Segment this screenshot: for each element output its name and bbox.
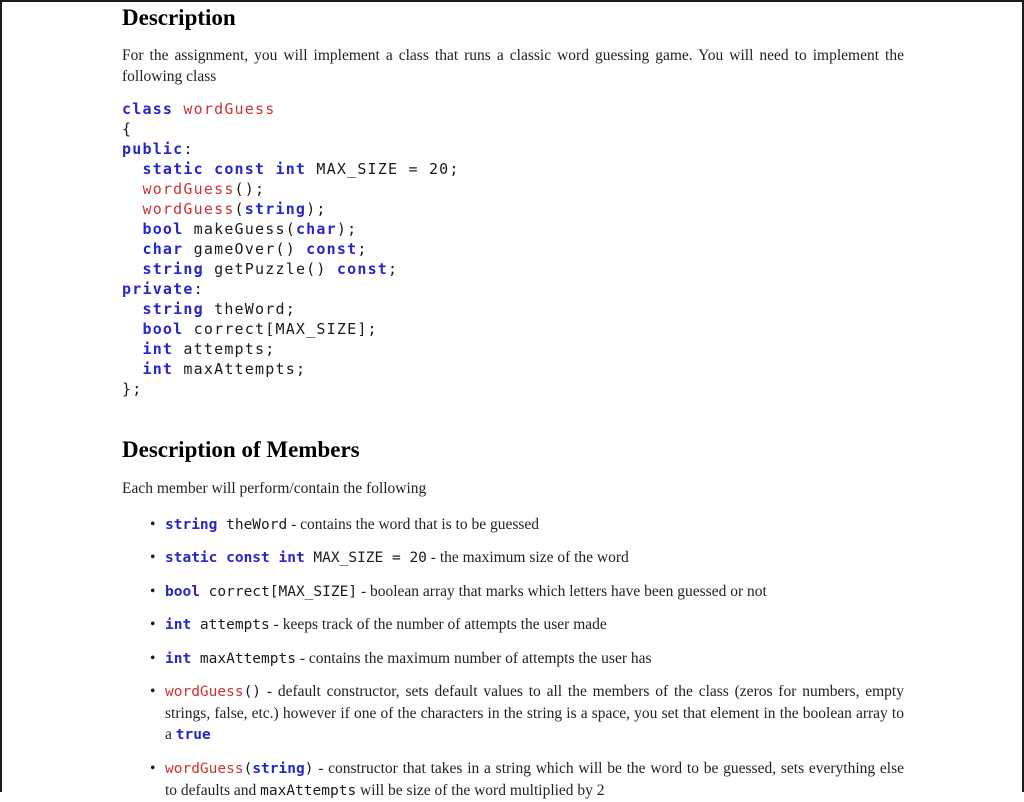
code-segment: makeGuess(: [193, 220, 296, 239]
code-line: [122, 339, 904, 359]
code-segment: [122, 180, 142, 198]
code-segment: maxAttempts;: [183, 360, 307, 379]
code-segment: ;: [388, 260, 399, 279]
code-segment: [122, 260, 142, 278]
text-segment: will be size of the word multiplied by 2: [356, 781, 605, 799]
code-segment: class: [122, 100, 184, 119]
code-segment: string: [142, 260, 215, 279]
code-segment: correct[MAX_SIZE]: [199, 583, 358, 600]
member-list-item: [165, 614, 904, 636]
code-segment: );: [336, 220, 358, 239]
member-list-item: [165, 547, 904, 569]
code-segment: static const int: [142, 160, 317, 179]
code-segment: string: [165, 516, 218, 533]
code-segment: ;: [357, 240, 368, 259]
code-segment: char: [142, 240, 194, 259]
member-list-item: [165, 758, 904, 802]
code-segment: attempts: [191, 617, 270, 634]
members-section: [122, 437, 904, 801]
code-line: [122, 239, 904, 259]
code-segment: int: [142, 360, 184, 379]
code-block: [122, 99, 904, 399]
text-segment: - keeps track of the number of attempts the user made: [269, 616, 607, 634]
code-segment: const: [306, 240, 358, 259]
member-list-item: [165, 648, 904, 670]
code-line: [122, 99, 904, 119]
code-segment: (: [234, 200, 245, 219]
code-line: [122, 219, 904, 239]
code-segment: maxAttempts: [191, 650, 296, 667]
document-page: [2, 2, 1022, 802]
members-intro-paragraph: Each member will perform/contain the following: [122, 479, 427, 497]
code-segment: [122, 240, 142, 258]
code-line: [122, 279, 904, 299]
code-segment: {: [122, 120, 133, 139]
member-list: [122, 514, 904, 802]
code-segment: string: [244, 200, 307, 219]
code-line: [122, 179, 904, 199]
code-line: [122, 359, 904, 379]
text-segment: - contains the word that is to be guessed: [287, 515, 540, 533]
code-segment: :: [193, 280, 204, 299]
member-list-item: [165, 581, 904, 603]
code-segment: int: [165, 617, 192, 634]
member-list-item: [165, 514, 904, 536]
member-list-item: [165, 681, 904, 746]
code-segment: MAX_SIZE = 20;: [316, 160, 460, 179]
code-segment: };: [122, 380, 143, 399]
code-segment: theWord: [217, 516, 288, 533]
code-segment: static const int: [165, 550, 305, 567]
code-segment: [122, 320, 142, 338]
code-segment: (): [243, 684, 262, 701]
code-segment: :: [183, 140, 194, 159]
code-segment: wordGuess: [183, 100, 276, 119]
code-segment: true: [175, 727, 211, 744]
code-segment: gameOver(): [193, 240, 307, 259]
section-title-description: Description: [122, 5, 236, 30]
code-segment: [122, 200, 142, 218]
section-title-members: Description of Members: [122, 437, 360, 463]
code-segment: MAX_SIZE = 20: [304, 550, 427, 567]
code-line: [122, 199, 904, 219]
code-segment: attempts;: [183, 340, 276, 359]
text-segment: - constructor that takes in a string which will be the word to be guessed, sets everything else to defaults and: [165, 759, 904, 799]
code-line: [122, 259, 904, 279]
code-segment: maxAttempts: [260, 782, 357, 799]
code-segment: wordGuess: [165, 684, 244, 701]
code-segment: (: [243, 760, 253, 777]
code-line: [122, 319, 904, 339]
code-segment: correct[MAX_SIZE];: [193, 320, 378, 339]
code-segment: wordGuess: [165, 760, 244, 777]
code-line: [122, 299, 904, 319]
code-segment: bool: [142, 320, 194, 339]
code-line: [122, 119, 904, 139]
text-segment: - the maximum size of the word: [426, 549, 629, 567]
code-segment: getPuzzle(): [214, 260, 337, 279]
code-segment: [122, 340, 142, 358]
code-segment: private: [122, 280, 194, 299]
code-segment: string: [142, 300, 215, 319]
code-line: [122, 379, 904, 399]
code-segment: const: [336, 260, 389, 279]
code-segment: bool: [165, 583, 200, 600]
code-segment: ();: [234, 180, 266, 199]
text-segment: - default constructor, sets default values to all the members of the class (zeros for numbers, empty strings, false, etc.) however if one of the characters in the string is a space, you set that element in the boolean array to a: [165, 683, 904, 744]
code-segment: wordGuess: [142, 200, 235, 219]
code-segment: [122, 300, 142, 318]
code-segment: int: [165, 650, 192, 667]
code-segment: ): [304, 760, 314, 777]
code-segment: theWord;: [214, 300, 296, 319]
text-segment: - contains the maximum number of attempts the user has: [295, 649, 652, 667]
code-segment: );: [306, 200, 327, 219]
code-segment: char: [295, 220, 337, 239]
code-segment: [122, 160, 142, 178]
code-segment: [122, 220, 142, 238]
code-line: [122, 139, 904, 159]
code-segment: int: [142, 340, 184, 359]
description-section: [122, 5, 904, 399]
description-intro-paragraph: For the assignment, you will implement a class that runs a classic word guessing game. You will need to implement the following class: [122, 47, 904, 86]
code-segment: [122, 360, 142, 378]
code-segment: public: [122, 140, 184, 159]
code-segment: bool: [142, 220, 194, 239]
code-segment: string: [252, 760, 305, 777]
code-line: [122, 159, 904, 179]
code-segment: wordGuess: [142, 180, 235, 199]
text-segment: - boolean array that marks which letters have been guessed or not: [357, 582, 767, 600]
